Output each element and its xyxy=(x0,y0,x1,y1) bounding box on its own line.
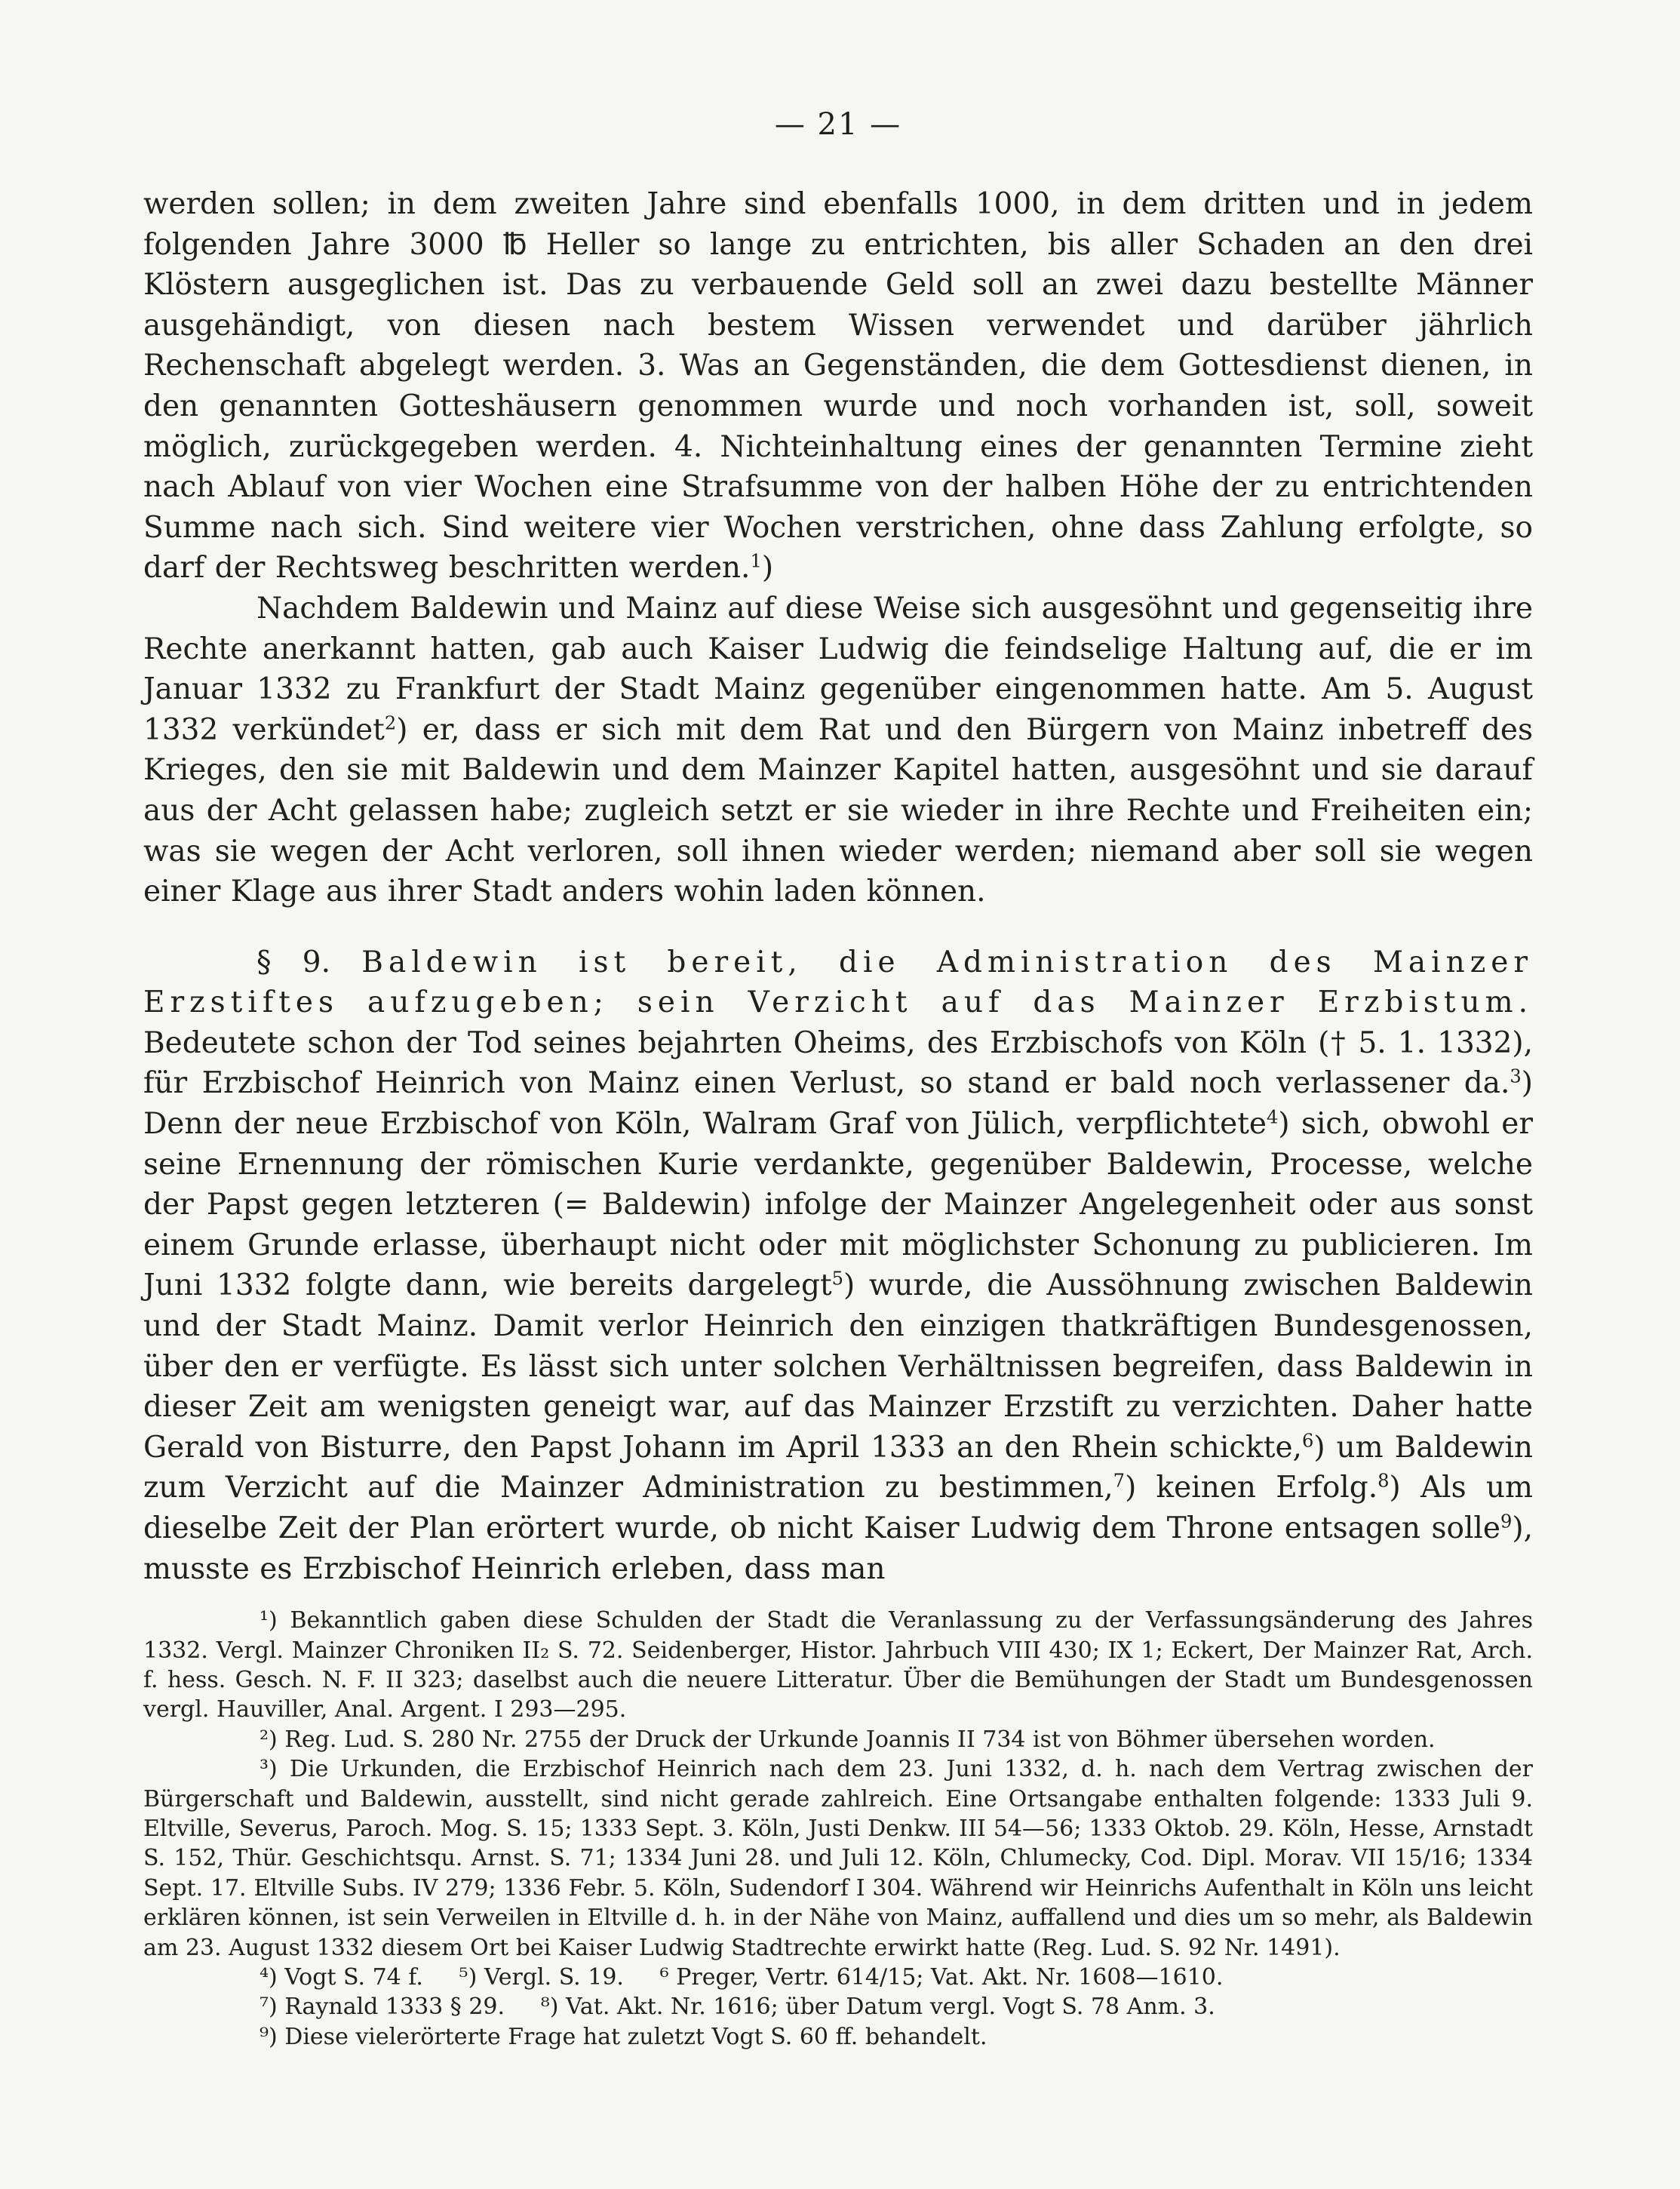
paragraph-text: ) Denn der neue Erzbischof von Köln, Walram Graf von Jülich, verpflichtete xyxy=(143,1066,1533,1142)
paragraph-text: Bedeutete schon der Tod seines bejahrten Oheims, des Erzbischofs von Köln († 5. 1. 1332), für Erzbischof Heinrich von Mainz einen Verlust, so stand er bald noch verlassener da. xyxy=(143,1025,1533,1101)
footnotes xyxy=(143,1606,1533,2052)
footnote-ref: 7 xyxy=(1113,1471,1126,1493)
paragraph-text: Nachdem Baldewin und Mainz auf diese Weise sich ausgesöhnt und gegenseitig ihre Rechte anerkannt hatten, gab auch Kaiser Ludwig die feindselige Haltung auf, die er im Januar 1332 zu Frankfurt der Stadt Mainz gegenüber eingenommen hatte. Am 5. August 1332 verkündet xyxy=(143,591,1533,747)
document-page xyxy=(143,106,1533,2052)
footnote-9: ⁹) Diese vielerörterte Frage hat zuletzt Vogt S. 60 ff. behandelt. xyxy=(260,2023,987,2050)
section-mark: § 9. xyxy=(256,945,330,979)
main-text xyxy=(143,184,1533,1589)
footnote-ref: 5 xyxy=(831,1268,844,1290)
footnote-ref: 6 xyxy=(1301,1430,1314,1452)
paragraph-continuation: werden sollen; in dem zweiten Jahre sind ebenfalls 1000, in dem dritten und in jedem folgenden Jahre 3000 ℔ Heller so lange zu entrichten, bis aller Schaden an den drei Klöstern ausgeglichen ist. Das zu verbauende Geld soll an zwei dazu bestellte Männer ausgehändigt, von diesen nach bestem Wissen verwendet und darüber jährlich Rechenschaft abgelegt werden. 3. Was an Gegenständen, die dem Gottesdienst dienen, in den genannten Gotteshäusern genommen wurde und noch vorhanden ist, soll, soweit möglich, zurückgegeben werden. 4. Nichteinhaltung eines der genannten Termine zieht nach Ablauf von vier Wochen eine Strafsumme von der halben Höhe der zu entrichtenden Summe nach sich. Sind weitere vier Wochen verstrichen, ohne dass Zahlung erfolgte, so darf der Rechtsweg beschritten werden.$^1$) xyxy=(143,187,1533,586)
paragraph-text: ) er, dass er sich mit dem Rat und den Bürgern von Mainz inbetreff des Krieges, den sie mit Baldewin und dem Mainzer Kapitel hatten, ausgesöhnt und sie darauf aus der Acht gelassen habe; zugleich setzt er sie wieder in ihre Rechte und Freiheiten ein; was sie wegen der Acht verloren, soll ihnen wieder werden; niemand aber soll sie wegen einer Klage aus ihrer Stadt anders wohin laden können. xyxy=(143,712,1533,909)
paragraph-ludwig xyxy=(143,589,1533,912)
section-9-paragraph xyxy=(143,942,1533,1590)
footnote-1: ¹) Bekanntlich gaben diese Schulden der Stadt die Veranlassung zu der Verfassungsänderung des Jahres 1332. Vergl. Mainzer Chroniken II₂ S. 72. Seidenberger, Histor. Jahrbuch VIII 430; IX 1; Eckert, Der Mainzer Rat, Arch. f. hess. Gesch. N. F. II 323; daselbst auch die neuere Litteratur. Über die Bemühungen der Stadt um Bundesgenossen vergl. Hauviller, Anal. Argent. I 293—295. xyxy=(143,1607,1533,1723)
section-heading: Baldewin ist bereit, die Administration des Mainzer Erzstiftes aufzugeben; sein Verzicht auf das Mainzer Erzbistum. xyxy=(143,945,1533,1020)
paragraph-text: werden sollen; in dem zweiten Jahre sind ebenfalls 1000, in dem dritten und in jedem folgenden Jahre 3000 ℔ Heller so lange zu entrichten, bis aller Schaden an den drei Klöstern ausgeglichen ist. Das zu verbauende Geld soll an zwei dazu bestellte Männer ausgehändigt, von diesen nach bestem Wissen verwendet und darüber jährlich Rechenschaft abgelegt werden. 3. Was an Gegenständen, die dem Gottesdienst dienen, in den genannten Gotteshäusern genommen wurde und noch vorhanden ist, soll, soweit möglich, zurückgegeben werden. 4. Nichteinhaltung eines der genannten Termine zieht nach Ablauf von vier Wochen eine Strafsumme von der halben Höhe der zu entrichtenden Summe nach sich. Sind weitere vier Wochen verstrichen, ohne dass Zahlung erfolgte, so darf der Rechtsweg beschritten werden. xyxy=(143,187,1533,586)
paragraph-text: ) um Baldewin zum Verzicht auf die Mainzer Administration zu bestimmen, xyxy=(143,1430,1533,1505)
page-number: — 21 — xyxy=(774,107,902,142)
footnote-ref: 9 xyxy=(1500,1511,1513,1533)
footnote-ref: 2 xyxy=(384,712,397,734)
footnote-ref: 8 xyxy=(1377,1471,1390,1493)
footnote-ref: 1 xyxy=(750,551,762,573)
paragraph-text: ) wurde, die Aussöhnung zwischen Baldewin und der Stadt Mainz. Damit verlor Heinrich den einzigen thatkräftigen Bundesgenossen, über den er verfügte. Es lässt sich unter solchen Verhältnissen begreifen, dass Baldewin in dieser Zeit am wenigsten geneigt war, auf das Mainzer Erzstift zu verzichten. Daher hatte Gerald von Bisturre, den Papst Johann im April 1333 an den Rhein schickte, xyxy=(143,1268,1533,1465)
footnote-ref: 3 xyxy=(1510,1066,1522,1088)
footnote-ref: 4 xyxy=(1267,1106,1279,1128)
paragraph-text: ) Als um dieselbe Zeit der Plan erörtert wurde, ob nicht Kaiser Ludwig dem Throne entsagen solle xyxy=(143,1471,1534,1545)
footnote-4-6: ⁴) Vogt S. 74 f. ⁵) Vergl. S. 19. ⁶ Preger, Vertr. 614/15; Vat. Akt. Nr. 1608—1610. xyxy=(260,1964,1224,1991)
footnote-3: ³) Die Urkunden, die Erzbischof Heinrich nach dem 23. Juni 1332, d. h. nach dem Vertrag zwischen der Bürgerschaft und Baldewin, ausstellt, sind nicht gerade zahlreich. Eine Ortsangabe enthalten folgende: 1333 Juli 9. Eltville, Severus, Paroch. Mog. S. 15; 1333 Sept. 3. Köln, Justi Denkw. III 54—56; 1333 Oktob. 29. Köln, Hesse, Arnstadt S. 152, Thür. Geschichtsqu. Arnst. S. 71; 1334 Juni 28. und Juli 12. Köln, Chlumecky, Cod. Dipl. Morav. VII 15/16; 1334 Sept. 17. Eltville Subs. IV 279; 1336 Febr. 5. Köln, Sudendorf I 304. Während wir Heinrichs Aufenthalt in Köln uns leicht erklären können, ist sein Verweilen in Eltville d. h. in der Nähe von Mainz, auffallend und dies um so mehr, als Baldewin am 23. August 1332 diesem Ort bei Kaiser Ludwig Stadtrechte erwirkt hatte (Reg. Lud. S. 92 Nr. 1491). xyxy=(143,1756,1533,1961)
paragraph-text: ) keinen Erfolg. xyxy=(1125,1471,1378,1505)
paragraph-text: ) sich, obwohl er seine Ernennung der römischen Kurie verdankte, gegenüber Baldewin, Processe, welche der Papst gegen letzteren (= Baldewin) infolge der Mainzer Angelegenheit oder aus sonst einem Grunde erlasse, überhaupt nicht oder mit möglichster Schonung zu publicieren. Im Juni 1332 folgte dann, wie bereits dargelegt xyxy=(143,1107,1533,1303)
paragraph-text: ), musste es Erzbischof Heinrich erleben, dass man xyxy=(143,1511,1533,1586)
footnote-7-8: ⁷) Raynald 1333 § 29. ⁸) Vat. Akt. Nr. 1616; über Datum vergl. Vogt S. 78 Anm. 3. xyxy=(260,1994,1215,2021)
footnote-2: ²) Reg. Lud. S. 280 Nr. 2755 der Druck der Urkunde Joannis II 734 ist von Böhmer übersehen worden. xyxy=(260,1726,1436,1753)
